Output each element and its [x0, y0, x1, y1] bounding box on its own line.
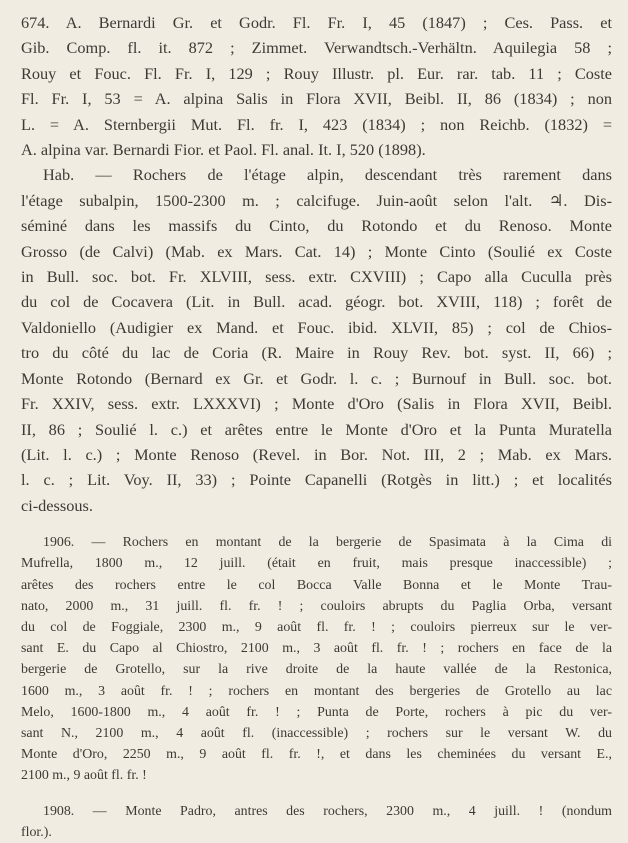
habitat-line: l. c. ; Lit. Voy. II, 33) ; Pointe Capanelli (Rotgès in litt.) ; et localités — [21, 470, 612, 490]
observation-line: 1906. — Rochers en montant de la bergerie de Spasimata à la Cima di — [43, 535, 612, 551]
entry-line: Rouy et Fouc. Fl. Fr. I, 129 ; Rouy Illustr. pl. Eur. rar. tab. 11 ; Coste — [21, 63, 612, 83]
habitat-line: (Lit. l. c.) ; Monte Renoso (Revel. in Bor. Not. III, 2 ; Mab. ex Mars. — [21, 444, 612, 464]
habitat-line: Fr. XXIV, sess. extr. LXXXVI) ; Monte d'Oro (Salis in Flora XVII, Beibl. — [21, 394, 612, 414]
entry-line: Gib. Comp. fl. it. 872 ; Zimmet. Verwandtsch.-Verhältn. Aquilegia 58 ; — [21, 38, 612, 58]
habitat-line: Monte Rotondo (Bernard ex Gr. et Godr. l. c. ; Burnouf in Bull. soc. bot. — [21, 368, 612, 388]
habitat-line: ci-dessous. — [21, 495, 93, 515]
habitat-line: l'étage subalpin, 1500-2300 m. ; calcifuge. Juin-août selon l'alt. ♃. Dis- — [21, 190, 612, 210]
observation-line: Monte d'Oro, 2250 m., 9 août fl. fr. !, et dans les cheminées du versant E., — [21, 747, 612, 763]
observation-line: 1908. — Monte Padro, antres des rochers, 2300 m., 4 juill. ! (nondum — [43, 803, 612, 819]
observation-line: 2100 m., 9 août fl. fr. ! — [21, 768, 147, 784]
habitat-line: Hab. — Rochers de l'étage alpin, descendant très rarement dans — [43, 165, 612, 185]
habitat-line: II, 86 ; Soulié l. c.) et arêtes entre le Monte d'Oro et la Punta Muratella — [21, 419, 612, 439]
observation-line: nato, 2000 m., 31 juill. fl. fr. ! ; couloirs abrupts du Paglia Orba, versant — [21, 598, 612, 614]
observations-1908 — [21, 801, 612, 843]
habitat-line: Grosso (de Calvi) (Mab. ex Mars. Cat. 14) ; Monte Cinto (Soulié ex Coste — [21, 241, 612, 261]
habitat-line: séminé dans les massifs du Cinto, du Rotondo et du Renoso. Monte — [21, 216, 612, 236]
observations-1906 — [21, 532, 612, 786]
observation-line: sant N., 2100 m., 4 août fl. (inaccessible) ; rochers sur le versant W. du — [21, 725, 612, 741]
habitat-line: Valdoniello (Audigier ex Mand. et Fouc. ibid. XLVII, 85) ; col de Chios- — [21, 317, 612, 337]
entry-line: L. = A. Sternbergii Mut. Fl. fr. I, 423 (1834) ; non Reichb. (1832) = — [21, 114, 612, 134]
observation-line: 1600 m., 3 août fr. ! ; rochers en montant des bergeries de Grotello au lac — [21, 683, 612, 699]
observation-line: arêtes des rochers entre le col Bocca Valle Bonna et le Monte Trau- — [21, 577, 612, 593]
habitat-line: in Bull. soc. bot. Fr. XLVIII, sess. extr. CXVIII) ; Capo alla Cuculla près — [21, 267, 612, 287]
observation-line: sant E. du Capo al Chiostro, 2100 m., 3 août fl. fr. ! ; rochers en face de la — [21, 641, 612, 657]
observation-line: Mufrella, 1800 m., 12 juill. (était en fruit, mais presque inaccessible) ; — [21, 556, 612, 572]
species-entry — [21, 10, 612, 518]
habitat-line: tro du côté du lac de Coria (R. Maire in Rouy Rev. bot. syst. II, 66) ; — [21, 343, 612, 363]
entry-line: A. alpina var. Bernardi Fior. et Paol. Fl. anal. It. I, 520 (1898). — [21, 140, 426, 160]
entry-line: Fl. Fr. I, 53 = A. alpina Salis in Flora XVII, Beibl. II, 86 (1834) ; non — [21, 89, 612, 109]
observation-line: du col de Foggiale, 2300 m., 9 août fl. fr. ! ; couloirs pierreux sur le ver- — [21, 619, 612, 635]
entry-line: 674. A. Bernardi Gr. et Godr. Fl. Fr. I, 45 (1847) ; Ces. Pass. et — [21, 13, 612, 32]
observation-line: flor.). — [21, 824, 52, 840]
habitat-line: du col de Cocavera (Lit. in Bull. acad. géogr. bot. XVIII, 118) ; forêt de — [21, 292, 612, 312]
observation-line: Melo, 1600-1800 m., 4 août fr. ! ; Punta de Porte, rochers à pic du ver- — [21, 704, 612, 720]
observation-line: bergerie de Grotello, sur la rive droite de la haute vallée de la Restonica, — [21, 662, 612, 678]
